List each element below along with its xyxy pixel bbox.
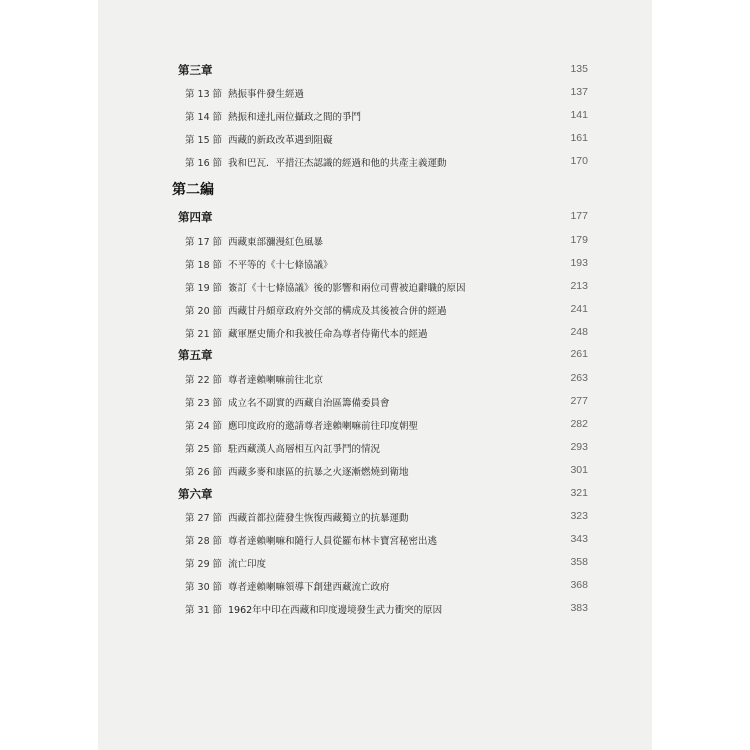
section-title: 不平等的《十七條協議》: [228, 260, 333, 271]
page-number: 282: [570, 418, 588, 430]
toc-part-row[interactable]: [98, 182, 652, 202]
section-number: 第 29 節: [185, 559, 223, 570]
page-number: 343: [570, 533, 588, 545]
section-title: 熱振事件發生經過: [228, 89, 305, 100]
toc-section-row[interactable]: [98, 555, 652, 575]
section-number: 第 17 節: [185, 237, 223, 248]
toc-section-row[interactable]: [98, 578, 652, 598]
section-number: 第 31 節: [185, 605, 223, 616]
toc-section-row[interactable]: [98, 131, 652, 151]
section-number: 第 27 節: [185, 513, 223, 524]
page-number: 179: [570, 234, 588, 246]
section-number: 第 13 節: [185, 89, 223, 100]
page-number: 263: [570, 372, 588, 384]
section-number: 第 26 節: [185, 467, 223, 478]
page-number: 301: [570, 464, 588, 476]
part-label: 第二編: [172, 182, 214, 198]
page-number: 277: [570, 395, 588, 407]
page-number: 358: [570, 556, 588, 568]
page-number: 170: [570, 155, 588, 167]
page-number: 321: [570, 487, 588, 499]
section-title: 尊者達賴喇嘛前往北京: [228, 375, 324, 386]
toc-section-row[interactable]: [98, 233, 652, 253]
page-number: 135: [570, 63, 588, 75]
page-number: 213: [570, 280, 588, 292]
toc-page: [98, 0, 652, 750]
section-number: 第 28 節: [185, 536, 223, 547]
section-number: 第 15 節: [185, 135, 223, 146]
section-title: 我和巴瓦．平措汪杰認識的經過和他的共產主義運動: [228, 158, 447, 169]
toc-section-row[interactable]: [98, 371, 652, 391]
page-number: 161: [570, 132, 588, 144]
page-number: 248: [570, 326, 588, 338]
chapter-label: 第五章: [178, 348, 213, 362]
toc-section-row[interactable]: [98, 108, 652, 128]
section-number: 第 14 節: [185, 112, 223, 123]
toc-chapter-row[interactable]: [98, 209, 652, 229]
page-number: 141: [570, 109, 588, 121]
toc-section-row[interactable]: [98, 601, 652, 621]
section-title: 西藏的新政改革遇到阻礙: [228, 135, 333, 146]
page-number: 241: [570, 303, 588, 315]
section-title: 流亡印度: [228, 559, 267, 570]
toc-section-row[interactable]: [98, 532, 652, 552]
page-number: 383: [570, 602, 588, 614]
toc-section-row[interactable]: [98, 509, 652, 529]
page-number: 293: [570, 441, 588, 453]
section-number: 第 16 節: [185, 158, 223, 169]
chapter-label: 第三章: [178, 63, 213, 77]
toc-chapter-row[interactable]: [98, 486, 652, 506]
section-title: 西藏東部瀰漫紅色風暴: [228, 237, 324, 248]
chapter-label: 第四章: [178, 210, 213, 224]
section-title: 1962年中印在西藏和印度邊境發生武力衝突的原因: [228, 605, 443, 616]
section-title: 尊者達賴喇嘛領導下創建西藏流亡政府: [228, 582, 390, 593]
toc-chapter-row[interactable]: [98, 62, 652, 82]
page-number: 261: [570, 348, 588, 360]
section-title: 尊者達賴喇嘛和隨行人員從羅布林卡寶宮秘密出逃: [228, 536, 438, 547]
page-number: 368: [570, 579, 588, 591]
section-title: 駐西藏漢人高層相互內訌爭鬥的情況: [228, 444, 381, 455]
toc-section-row[interactable]: [98, 279, 652, 299]
toc-section-row[interactable]: [98, 256, 652, 276]
toc-section-row[interactable]: [98, 417, 652, 437]
page-number: 137: [570, 86, 588, 98]
section-number: 第 22 節: [185, 375, 223, 386]
section-number: 第 24 節: [185, 421, 223, 432]
section-title: 熱振和達扎兩位攝政之間的爭鬥: [228, 112, 362, 123]
section-title: 應印度政府的邀請尊者達賴喇嘛前往印度朝聖: [228, 421, 419, 432]
toc-section-row[interactable]: [98, 463, 652, 483]
toc-section-row[interactable]: [98, 440, 652, 460]
section-title: 簽訂《十七條協議》後的影響和兩位司曹被迫辭職的原因: [228, 283, 466, 294]
section-number: 第 30 節: [185, 582, 223, 593]
chapter-label: 第六章: [178, 487, 213, 501]
section-number: 第 18 節: [185, 260, 223, 271]
toc-chapter-row[interactable]: [98, 347, 652, 367]
section-number: 第 20 節: [185, 306, 223, 317]
section-title: 西藏甘丹頗章政府外交部的構成及其後被合併的經過: [228, 306, 447, 317]
section-title: 西藏首都拉薩發生恢復西藏獨立的抗暴運動: [228, 513, 409, 524]
page-number: 323: [570, 510, 588, 522]
section-number: 第 25 節: [185, 444, 223, 455]
page-number: 177: [570, 210, 588, 222]
section-title: 成立名不副實的西藏自治區籌備委員會: [228, 398, 390, 409]
toc-section-row[interactable]: [98, 325, 652, 345]
toc-section-row[interactable]: [98, 394, 652, 414]
section-title: 西藏多麥和康區的抗暴之火逐漸燃燒到衛地: [228, 467, 409, 478]
toc-section-row[interactable]: [98, 85, 652, 105]
page-number: 193: [570, 257, 588, 269]
section-number: 第 19 節: [185, 283, 223, 294]
section-title: 藏軍歷史簡介和我被任命為尊者侍衛代本的經過: [228, 329, 428, 340]
toc-section-row[interactable]: [98, 154, 652, 174]
section-number: 第 23 節: [185, 398, 223, 409]
toc-section-row[interactable]: [98, 302, 652, 322]
section-number: 第 21 節: [185, 329, 223, 340]
